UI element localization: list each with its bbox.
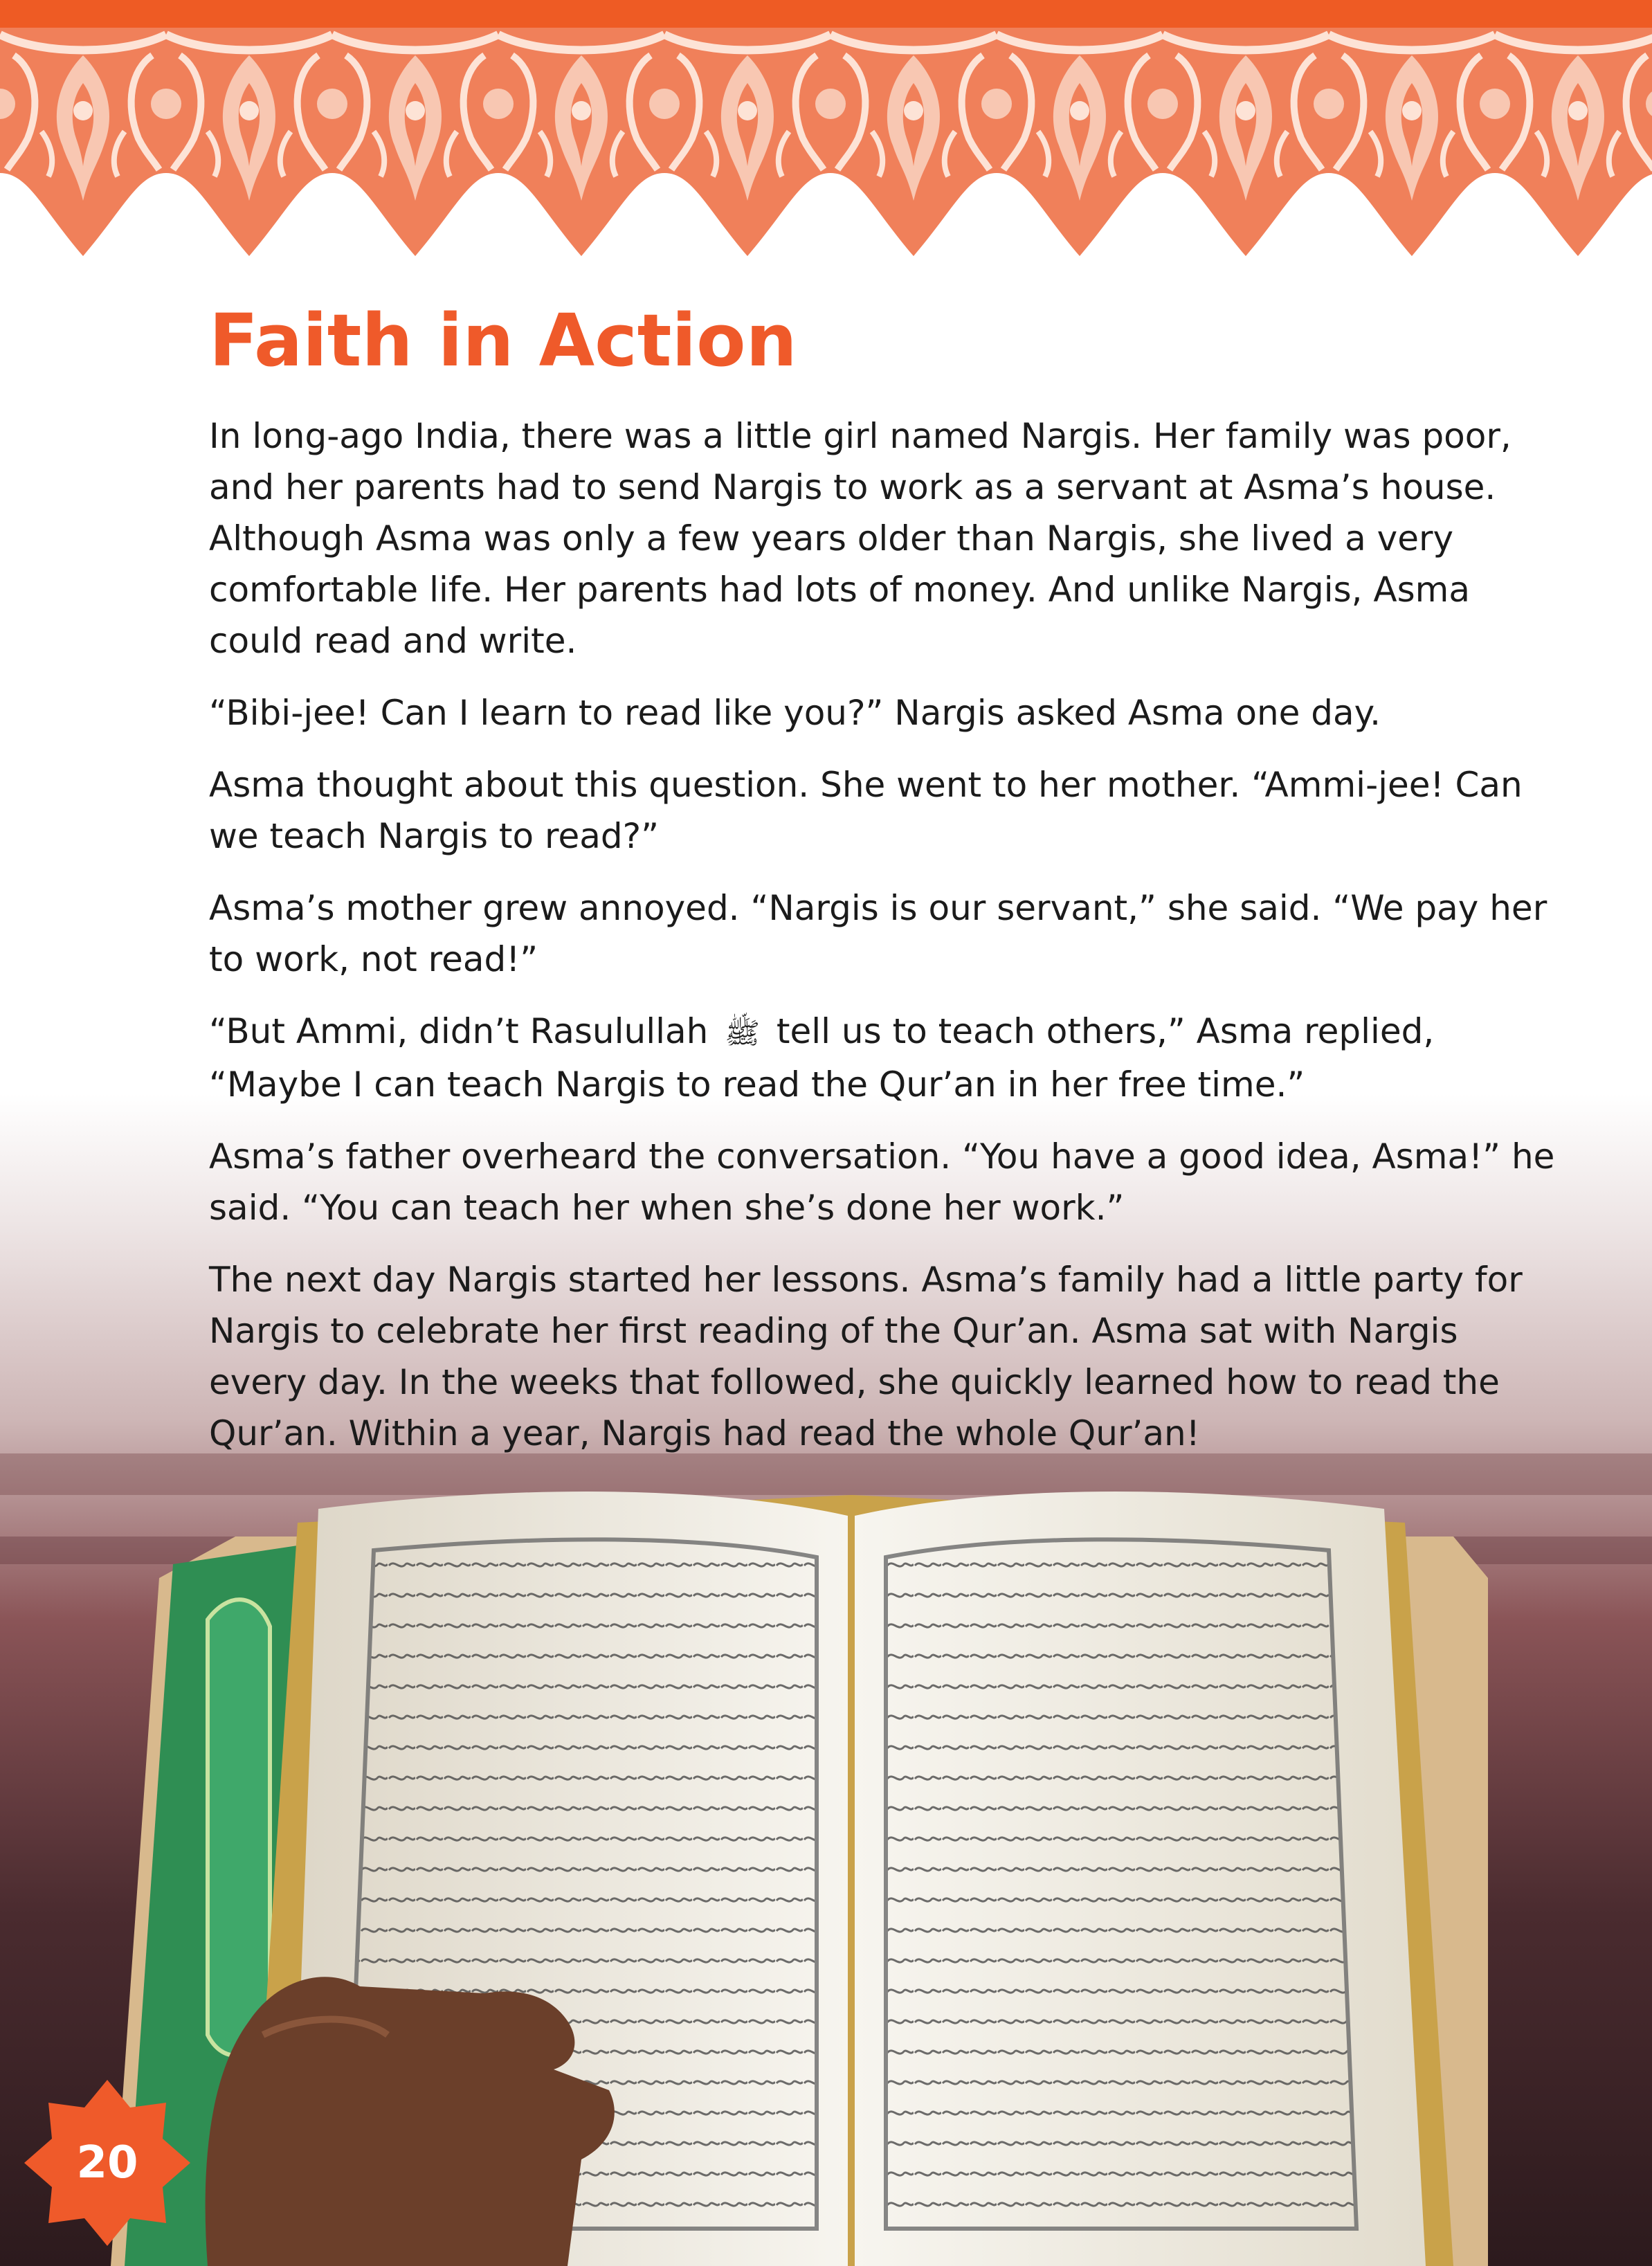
paragraph-4: Asma’s mother grew annoyed. “Nargis is our servant,” she said. “We pay her to work, not read!”: [209, 887, 1547, 979]
paragraph-6: Asma’s father overheard the conversation. “You have a good idea, Asma!” he said. “You can teach her when she’s done her work.”: [209, 1136, 1555, 1228]
paragraph-3: Asma thought about this question. She went to her mother. “Ammi-jee! Can we teach Nargis to read?”: [209, 764, 1523, 856]
top-accent-bar: [0, 0, 1652, 28]
page-number: 20: [76, 2137, 138, 2188]
paragraph-1: In long-ago India, there was a little girl named Nargis. Her family was poor, and her parents had to send Nargis to work as a servant at Asma’s house. Although Asma was only a few years older than Nargis, she lived a very comfortable life. Her parents had lots of money. And unlike Nargis, Asma could read and write.: [209, 415, 1512, 661]
paragraph-7: The next day Nargis started her lessons. Asma’s family had a little party for Nargis to celebrate her first reading of the Qur’an. Asma sat with Nargis every day. In the weeks that followed, she quickly learned how to read the Qur’an. Within a year, Nargis had read the whole Qur’an!: [209, 1259, 1523, 1453]
paragraph-5-after: tell us to teach others,” Asma replied, “Maybe I can teach Nargis to read the Qur’an in her free time.”: [209, 1010, 1435, 1105]
paragraph-2: “Bibi-jee! Can I learn to read like you?” Nargis asked Asma one day.: [209, 692, 1381, 733]
ornamental-border: [0, 28, 1652, 256]
page-title: Faith in Action: [209, 298, 797, 383]
paragraph-5: [209, 1006, 1565, 1110]
salawat-honorific: ﷺ: [725, 1015, 760, 1050]
paragraph-5-before: “But Ammi, didn’t Rasulullah: [209, 1010, 709, 1051]
article: [209, 298, 1565, 1480]
